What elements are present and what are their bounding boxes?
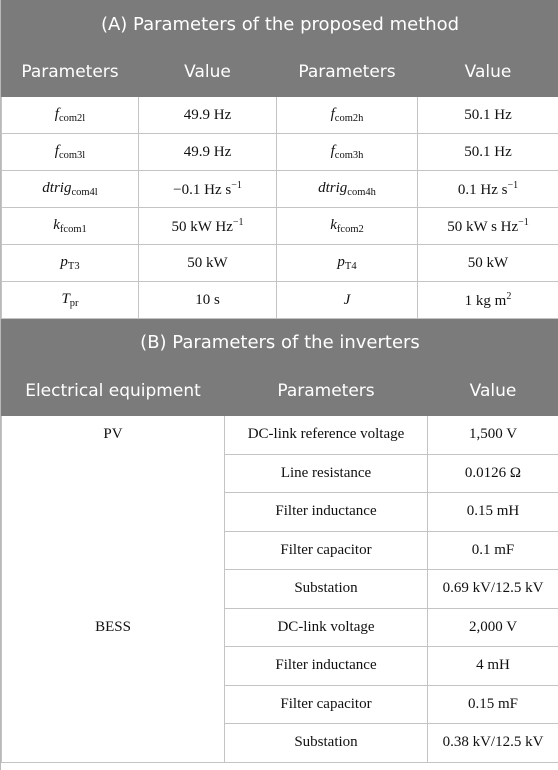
value-cell: 0.1 mF	[428, 531, 558, 570]
param-symbol: dtrig	[318, 180, 348, 196]
param-symbol: T	[61, 291, 70, 307]
equipment-cell	[2, 531, 225, 570]
equipment-cell: PV	[2, 416, 225, 455]
value-superscript: −1	[231, 179, 242, 191]
table-row	[2, 97, 558, 134]
equipment-cell	[2, 647, 225, 686]
parameter-cell	[277, 208, 418, 245]
table-row	[2, 647, 558, 686]
param-subscript: T4	[344, 261, 357, 272]
param-subscript: fcom1	[59, 224, 87, 235]
value-cell	[418, 208, 558, 245]
header-value-1: Value	[139, 48, 277, 97]
header-parameters-2: Parameters	[277, 48, 418, 97]
value-cell: 50.1 Hz	[418, 134, 558, 171]
equipment-cell	[2, 724, 225, 763]
table-row	[2, 171, 558, 208]
value-cell: 10 s	[139, 282, 277, 319]
table-row	[2, 282, 558, 319]
table-inverters	[1, 319, 558, 763]
param-symbol: k	[330, 217, 337, 233]
value-cell	[139, 171, 277, 208]
parameter-cell: Filter inductance	[225, 647, 428, 686]
equipment-cell	[2, 454, 225, 493]
value-cell: 0.69 kV/12.5 kV	[428, 570, 558, 609]
equipment-cell	[2, 570, 225, 609]
param-symbol: f	[330, 143, 335, 159]
table-row	[2, 208, 558, 245]
value-cell: 0.0126 Ω	[428, 454, 558, 493]
table-row	[2, 245, 558, 282]
table-row	[2, 454, 558, 493]
value-base: −0.1 Hz s	[173, 181, 232, 198]
header-value-2: Value	[418, 48, 558, 97]
parameter-cell	[277, 245, 418, 282]
parameter-cell: Filter inductance	[225, 493, 428, 532]
parameter-cell: Substation	[225, 570, 428, 609]
value-cell: 49.9 Hz	[139, 97, 277, 134]
value-cell: 50.1 Hz	[418, 97, 558, 134]
param-subscript: com4h	[347, 187, 376, 198]
table-proposed-method	[1, 0, 558, 319]
parameter-cell	[277, 171, 418, 208]
table-row	[2, 685, 558, 724]
section-a-header-row	[2, 48, 558, 97]
value-cell	[139, 208, 277, 245]
parameter-cell	[2, 97, 139, 134]
param-subscript: T3	[67, 261, 80, 272]
value-cell	[418, 171, 558, 208]
value-superscript: 2	[506, 290, 512, 302]
value-cell: 50 kW	[418, 245, 558, 282]
equipment-cell	[2, 685, 225, 724]
param-subscript: com3h	[334, 150, 364, 161]
value-base: 50 kW Hz	[171, 218, 233, 235]
value-cell: 50 kW	[139, 245, 277, 282]
header-value: Value	[428, 366, 558, 416]
table-row	[2, 724, 558, 763]
table-row	[2, 416, 558, 455]
table-row	[2, 608, 558, 647]
param-symbol: f	[54, 106, 59, 122]
equipment-cell	[2, 493, 225, 532]
parameter-cell	[277, 282, 418, 319]
parameter-cell: Line resistance	[225, 454, 428, 493]
param-subscript: com3l	[58, 150, 86, 161]
value-superscript: −1	[518, 216, 529, 228]
parameter-cell	[277, 97, 418, 134]
section-b-title: (B) Parameters of the inverters	[2, 320, 558, 366]
parameter-cell: Filter capacitor	[225, 531, 428, 570]
value-cell: 4 mH	[428, 647, 558, 686]
value-base: 0.1 Hz s	[457, 181, 508, 198]
param-symbol: p	[60, 254, 68, 270]
table-row	[2, 570, 558, 609]
section-a-title-row	[2, 1, 558, 48]
table-row	[2, 531, 558, 570]
param-subscript: fcom2	[336, 224, 364, 235]
parameter-cell	[277, 134, 418, 171]
parameter-cell	[2, 171, 139, 208]
param-symbol: f	[54, 143, 59, 159]
parameter-cell: DC-link reference voltage	[225, 416, 428, 455]
value-base: 50 kW s Hz	[447, 218, 519, 235]
param-subscript: com2l	[58, 113, 86, 124]
value-cell: 0.15 mF	[428, 685, 558, 724]
equipment-cell: BESS	[2, 608, 225, 647]
parameter-cell: Substation	[225, 724, 428, 763]
value-superscript: −1	[232, 216, 244, 228]
value-cell	[418, 282, 558, 319]
value-superscript: −1	[507, 179, 519, 191]
value-cell: 49.9 Hz	[139, 134, 277, 171]
parameter-cell: DC-link voltage	[225, 608, 428, 647]
parameter-cell	[2, 245, 139, 282]
section-b-header-row	[2, 366, 558, 416]
value-cell: 1,500 V	[428, 416, 558, 455]
table-row	[2, 134, 558, 171]
parameter-cell	[2, 134, 139, 171]
value-base: 1 kg m	[464, 292, 507, 309]
header-parameters: Parameters	[225, 366, 428, 416]
param-symbol: p	[337, 254, 345, 270]
value-cell: 0.38 kV/12.5 kV	[428, 724, 558, 763]
parameter-cell	[2, 282, 139, 319]
section-b-title-row	[2, 320, 558, 366]
param-symbol: k	[53, 217, 60, 233]
parameter-cell: Filter capacitor	[225, 685, 428, 724]
header-parameters-1: Parameters	[2, 48, 139, 97]
param-symbol: J	[343, 291, 351, 308]
value-cell: 0.15 mH	[428, 493, 558, 532]
value-cell: 2,000 V	[428, 608, 558, 647]
param-subscript: com2h	[334, 113, 364, 124]
parameter-cell	[2, 208, 139, 245]
param-symbol: f	[330, 106, 335, 122]
section-a-title: (A) Parameters of the proposed method	[2, 1, 558, 48]
param-symbol: dtrig	[42, 180, 72, 196]
param-subscript: com4l	[71, 187, 98, 198]
table-row	[2, 493, 558, 532]
param-subscript: pr	[69, 298, 79, 309]
header-electrical-equipment: Electrical equipment	[2, 366, 225, 416]
